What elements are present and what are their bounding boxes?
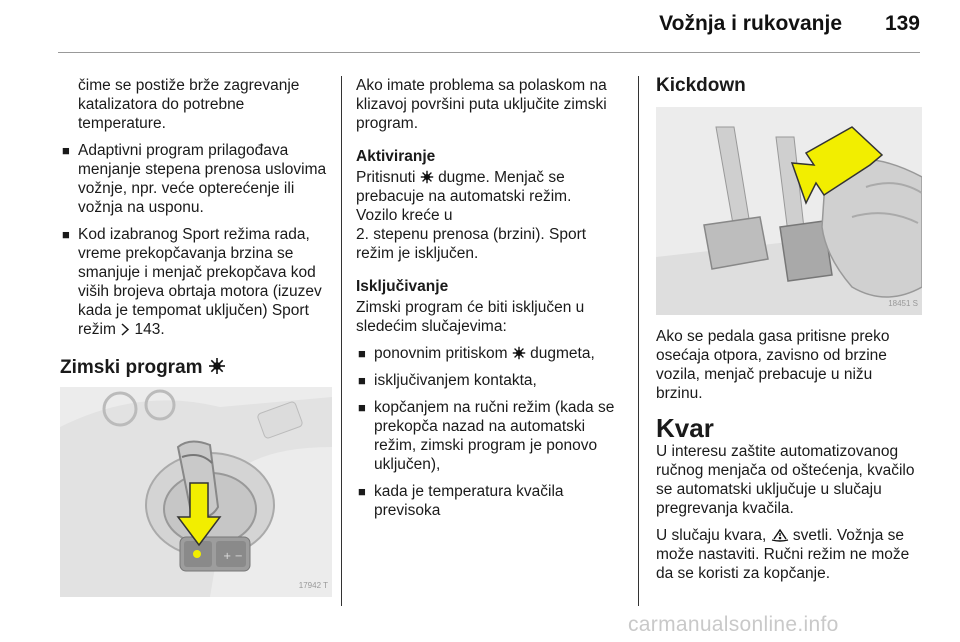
activation-line-3: 2. stepenu prenosa (brzini). Sport režim je isključen. (356, 226, 587, 262)
watermark: carmanualsonline.info (628, 613, 839, 636)
activation-heading: Aktiviranje (356, 148, 436, 165)
list-item: ■ kada je temperatura kvačila previsoka (358, 483, 564, 519)
fault-title: Kvar (656, 413, 714, 443)
column-divider-2 (638, 76, 639, 606)
continued-text: čime se postiže brže zagrevanje katalizatora do potrebne temperature. (78, 77, 300, 132)
deactivation-heading: Isključivanje (356, 278, 449, 295)
gear-fault-icon (771, 527, 789, 542)
gear-shifter-illustration (60, 387, 332, 597)
list-item: ■ Adaptivni program prilagođava menjanje stepena prenosa uslovima vožnje, npr. veće opterećenje ili vožnja na usponu. (62, 142, 327, 216)
snowflake-icon (512, 346, 526, 360)
fault-paragraph-2: U slučaju kvara, svetli. Vožnja se može nastaviti. Ručni režim ne može da se koristi za kopčanje. (656, 527, 910, 582)
header-title: Vožnja i rukovanje (659, 12, 842, 35)
reference-page[interactable]: 143. (134, 321, 165, 338)
column-3 (656, 76, 922, 591)
column-divider-1 (341, 76, 342, 606)
intro-paragraph: Ako imate problema sa polaskom na klizavoj površini puta uključite zimski program. (356, 77, 607, 132)
pedal-drawing (656, 107, 922, 315)
activation-paragraph: Pritisnuti dugme. Menjač se prebacuje na automatski režim. (356, 169, 572, 205)
kickdown-title: Kickdown (656, 75, 746, 96)
list-item: ■ ponovnim pritiskom dugmeta, (358, 345, 595, 362)
list-item: ■ isključivanjem kontakta, (358, 372, 537, 389)
column-1 (60, 76, 330, 597)
snowflake-icon (208, 357, 226, 375)
list-item: ■ Kod izabranog Sport režima rada, vreme prekopčavanja brzina se smanjuje i menjač prekopčava kod viših brojeva obrtaja motora (izuzev kada je tempomat uključen) Sport režim 143. (62, 226, 322, 338)
kickdown-paragraph: Ako se pedala gasa pritisne preko osećaja otpora, zavisno od brzine vozila, menjač prebacuje u nižu brzinu. (656, 328, 890, 402)
section-title-winter: Zimski program (60, 357, 330, 377)
fault-paragraph-1: U interesu zaštite automatizovanog ručnog menjača od oštećenja, kvačilo se automatski uključuje u slučaju pregrevanja kvačila. (656, 443, 915, 517)
gear-shifter-drawing (60, 387, 332, 597)
svg-text:+ −: + − (223, 551, 243, 562)
column-2 (356, 76, 628, 528)
snowflake-icon (420, 170, 434, 184)
page-number: 139 (884, 12, 920, 35)
deactivation-intro: Zimski program će biti isključen u sledećim slučajevima: (356, 299, 585, 335)
reference-arrow-icon (120, 323, 130, 336)
list-item: ■ kopčanjem na ručni režim (kada se prekopča nazad na automatski režim, zimski program je ponovo uključen), (358, 399, 615, 473)
figure-code: 17942 T (298, 581, 328, 590)
figure-code: 18451 S (888, 299, 918, 308)
activation-line-2: Vozilo kreće u (356, 207, 453, 224)
pedal-illustration (656, 107, 922, 315)
header-rule (58, 52, 920, 53)
